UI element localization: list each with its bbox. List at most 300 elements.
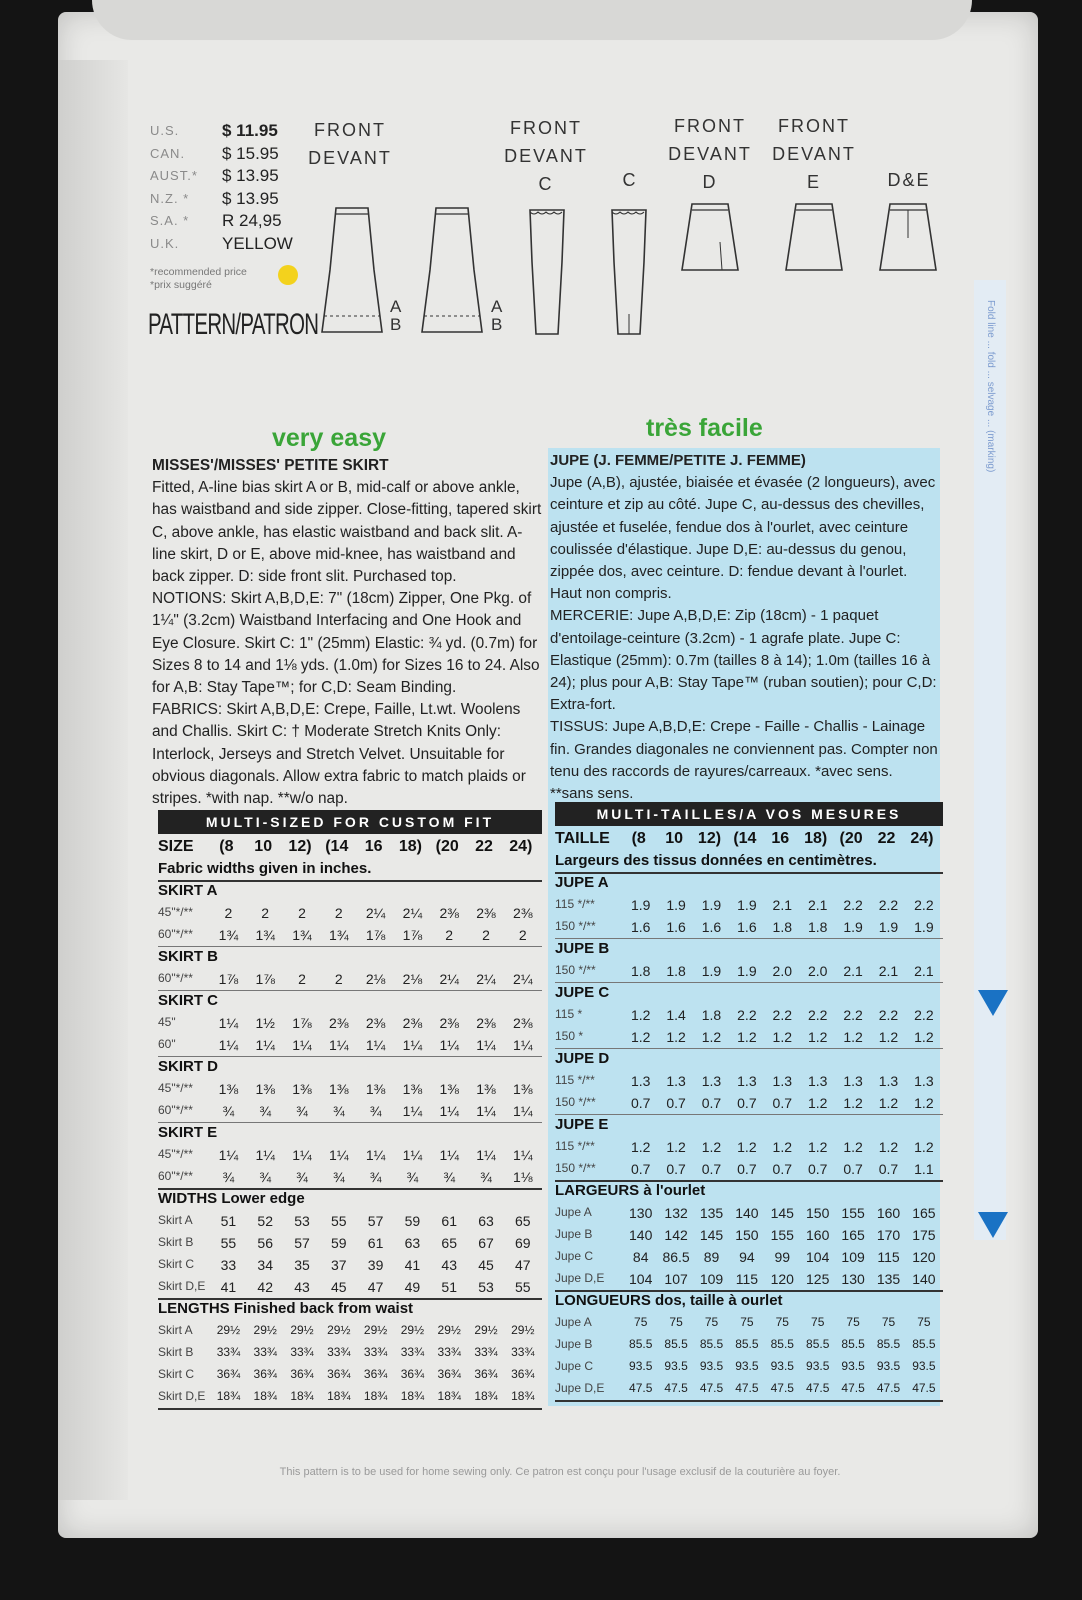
fr_table-table-cell: 1.2 — [630, 1029, 651, 1045]
recommended-price-fr: *prix suggéré — [150, 279, 212, 291]
en_table-table-cell: 35 — [294, 1257, 310, 1273]
en_table-table-cell: 33¾ — [216, 1345, 241, 1359]
description-title: JUPE (J. FEMME/PETITE J. FEMME) — [550, 452, 806, 469]
fr_table-table-cell: 175 — [912, 1227, 936, 1243]
fr_table-table-cell: 1.2 — [914, 1095, 934, 1111]
en_table-table-cell: 1¼ — [476, 1147, 496, 1163]
en_table-table-cell: 18¾ — [290, 1389, 314, 1403]
en_table-table-cell: 33¾ — [327, 1345, 351, 1359]
view-letter: B — [390, 315, 402, 334]
en_table-table-cell: 2¼ — [476, 971, 496, 987]
en_table-table-cell: 56 — [257, 1235, 273, 1251]
en_table-table-cell: 1⅜ — [292, 1081, 312, 1097]
en_table-table-cell: 1¼ — [513, 1147, 533, 1163]
en_table-table-cell: 36¾ — [290, 1367, 314, 1381]
fr_table-table-cell: 1.9 — [737, 897, 757, 913]
fr_table-table-cell: 47.5 — [841, 1381, 865, 1395]
fr_table-table-cell: 1.6 — [666, 919, 686, 935]
en_table-table-cell: 2⅜ — [439, 1015, 459, 1031]
fr_table-header-bar: MULTI-TAILLES/A VOS MESURES — [555, 802, 943, 826]
fr_table-table-cell: 1.2 — [666, 1139, 686, 1155]
en_table-table-cell: 1¾ — [329, 927, 349, 943]
fr_table-table-cell: 85.5 — [912, 1337, 936, 1351]
fr_table-table-cell: 1.8 — [666, 963, 686, 979]
fr_table-table-cell: 0.7 — [737, 1095, 757, 1111]
fr_table-table-cell: 2.2 — [843, 1007, 863, 1023]
fabrics-paragraph: FABRICS: Skirt A,B,D,E: Crepe, Faille, Lt.wt. Woolens and Challis. Skirt C: † Moderate Stretch Knits Only: Interlock, Jerseys and Stretch Velvet. Unsuitable for obvious diagonals. Allow extra fabric to match plaids or stripes. *with nap. **w/o nap. — [152, 701, 526, 808]
en_table-size-header: (8 — [219, 838, 234, 855]
fr_table-table-cell: 47.5 — [699, 1381, 724, 1395]
fr_table-table-cell: 2.1 — [807, 897, 828, 913]
en_table-table-cell: 2¼ — [402, 905, 423, 921]
en_table-table-cell: 2⅛ — [365, 971, 386, 987]
en_table-divider — [158, 1056, 542, 1057]
en_table-group-title: SKIRT E — [158, 1124, 218, 1141]
fr_table-table-cell: 1.2 — [843, 1139, 863, 1155]
fr_table-table-cell: 130 — [841, 1271, 865, 1287]
en_table-table-cell: 33¾ — [511, 1345, 535, 1359]
en_table-table-cell: 63 — [404, 1235, 421, 1251]
french-description — [550, 450, 940, 805]
en_table-row-label: 45"*/** — [158, 905, 193, 919]
fr_table-table-cell: 1.2 — [807, 1139, 828, 1155]
fr_table-table-cell: 135 — [876, 1271, 901, 1287]
pattern-label: PATTERN/PATRON — [148, 308, 319, 341]
footer-note: This pattern is to be used for home sewing only. Ce patron est conçu pour l'usage exclusif de la couturière au foyer. — [279, 1466, 841, 1478]
fr_table-table-cell: 1.2 — [878, 1095, 899, 1111]
fr_table-table-cell: 1.3 — [630, 1073, 651, 1089]
fr_table-table-cell: 1.2 — [914, 1029, 934, 1045]
en_table-table-cell: 2⅜ — [513, 1015, 533, 1031]
fr_table-table-cell: 1.9 — [701, 897, 722, 913]
view-label-line: D — [702, 172, 718, 192]
en_table-table-cell: 1¼ — [513, 1037, 533, 1053]
fr_table-table-cell: 115 — [877, 1249, 900, 1265]
description-paragraph: Fitted, A-line bias skirt A or B, mid-calf or above ankle, has waistband and side zipper. Close-fitting, tapered skirt C, above ankle, has elastic waistband and back slit. A-line skirt, D or E, above mid-knee, has waistband and back zipper. D: side front slit. Purchased top. — [152, 479, 542, 586]
en_table-table-cell: 36¾ — [437, 1367, 461, 1381]
en_table-row-label: 45" — [158, 1015, 176, 1029]
fr_table-row-label: Jupe B — [555, 1337, 593, 1351]
price-row — [150, 233, 310, 256]
fr_table-row-label: Jupe D,E — [555, 1271, 605, 1285]
en_table-divider — [158, 946, 542, 947]
fr_table-table-cell: 2.1 — [772, 897, 793, 913]
en_table-table-cell: 1⅞ — [255, 971, 275, 987]
fr_table-row-label: 115 */** — [555, 1139, 595, 1153]
en_table-table-cell: 1¼ — [292, 1147, 312, 1163]
fr_table-table-cell: 99 — [774, 1249, 791, 1265]
en_table-table-cell: 29½ — [400, 1323, 425, 1337]
en_table-table-cell: 1¼ — [218, 1015, 239, 1031]
en_table-table-cell: 1¼ — [513, 1103, 533, 1119]
en_table-size-header: 10 — [254, 838, 273, 855]
fr_table-table-cell: 1.2 — [807, 1029, 828, 1045]
fr_table-table-cell: 1.3 — [772, 1073, 793, 1089]
en_table-table-cell: 53 — [478, 1279, 494, 1295]
en_table-table-cell: 2¼ — [513, 971, 533, 987]
fr_table-table-cell: 140 — [912, 1271, 936, 1287]
description-title: MISSES'/MISSES' PETITE SKIRT — [152, 457, 389, 474]
en_table-table-cell: 59 — [404, 1213, 421, 1229]
en_table-table-cell: 57 — [367, 1213, 384, 1229]
fr_table-table-cell: 85.5 — [699, 1337, 724, 1351]
fr_table-lengths-title: LONGUEURS dos, taille à ourlet — [555, 1292, 783, 1309]
en_table-table-cell: 1¼ — [476, 1037, 496, 1053]
en_table-table-cell: 1¾ — [255, 927, 275, 943]
fr_table-table-cell: 1.2 — [737, 1029, 757, 1045]
en_table-table-cell: 33¾ — [253, 1345, 277, 1359]
en_table-table-cell: 33¾ — [474, 1345, 498, 1359]
en_table-table-cell: ¾ — [296, 1169, 308, 1185]
view-label-line: DEVANT — [772, 144, 856, 164]
en_table-table-cell: 1¾ — [218, 927, 239, 943]
en_table-table-cell: ¾ — [332, 1169, 345, 1185]
en_table-table-cell: 1⅛ — [513, 1169, 533, 1185]
fr_table-table-cell: 2.2 — [914, 897, 934, 913]
fr_table-table-cell: 93.5 — [841, 1359, 865, 1373]
en_table-table-cell: 18¾ — [363, 1389, 388, 1403]
en_table-size-header: 24) — [509, 838, 533, 855]
price-row — [150, 165, 310, 188]
price-value: YELLOW — [222, 233, 293, 253]
fr_table-table-cell: 1.2 — [701, 1139, 722, 1155]
price-code: U.K. — [150, 235, 180, 251]
en_table-table-cell: 33¾ — [363, 1345, 388, 1359]
en_table-table-cell: 1¼ — [255, 1147, 275, 1163]
view-label-line: FRONT — [314, 120, 386, 140]
fr_table-table-cell: 2.2 — [772, 1007, 793, 1023]
en_table-table-cell: 65 — [441, 1235, 457, 1251]
en_table-table-cell: 1⅜ — [402, 1081, 423, 1097]
en_table-table-cell: 1⅞ — [365, 927, 386, 943]
view-label-line: DEVANT — [504, 146, 588, 166]
en_table-group-title: SKIRT D — [158, 1058, 218, 1075]
fr_table-table-cell: 1.3 — [666, 1073, 686, 1089]
fr_table-table-cell: 75 — [669, 1315, 683, 1329]
view-label-back-c — [610, 166, 650, 194]
en_table-table-cell: 1⅜ — [218, 1081, 239, 1097]
fr_table-table-cell: 47.5 — [876, 1381, 901, 1395]
fr_table-table-cell: 93.5 — [770, 1359, 794, 1373]
fabrics-paragraph: TISSUS: Jupe A,B,D,E: Crepe - Faille - Challis - Lainage fin. Grandes diagonales ne conviennent pas. Compter non tenu des raccords de rayures/carreaux. *avec sens. **sans sens. — [550, 718, 938, 803]
fr_table-table-cell: 145 — [770, 1205, 794, 1221]
en_table-table-cell: 1¼ — [365, 1037, 386, 1053]
en_table-table-cell: 1¼ — [292, 1037, 312, 1053]
view-label-front-ab — [308, 116, 392, 172]
fr_table-table-cell: 93.5 — [699, 1359, 724, 1373]
en_table-table-cell: ¾ — [369, 1169, 382, 1185]
fr_table-table-cell: 132 — [664, 1205, 688, 1221]
en_table-table-cell: 36¾ — [511, 1367, 535, 1381]
en_table-table-cell: 41 — [220, 1279, 237, 1295]
fr_table-table-cell: 135 — [699, 1205, 724, 1221]
fr_table-table-cell: 2.0 — [807, 963, 828, 979]
fr_table-divider — [555, 982, 943, 983]
en_table-table-cell: 2 — [334, 971, 343, 987]
price-row — [150, 120, 310, 143]
fr_table-table-cell: 0.7 — [737, 1161, 757, 1177]
fr_table-table-cell: 2.1 — [914, 963, 934, 979]
fr_table-table-cell: 0.7 — [630, 1161, 651, 1177]
fr_table-table-cell: 47.5 — [770, 1381, 794, 1395]
en_table-table-cell: ¾ — [480, 1169, 492, 1185]
fr_table-divider — [555, 938, 943, 939]
price-code: AUST.* — [150, 168, 198, 183]
view-label-line: FRONT — [674, 116, 746, 136]
en_table-table-cell: 1¼ — [365, 1147, 386, 1163]
fr_table-table-cell: 120 — [912, 1249, 936, 1265]
fr_table-table-cell: 1.2 — [630, 1139, 651, 1155]
en_table-table-cell: 2⅜ — [513, 905, 533, 921]
en_table-table-cell: 29½ — [327, 1323, 351, 1337]
fr_table-table-cell: 2.2 — [737, 1007, 757, 1023]
fr_table-table-cell: 85.5 — [806, 1337, 830, 1351]
fr_table-table-cell: 1.2 — [701, 1029, 722, 1045]
fr_table-row-label: 150 */** — [555, 919, 596, 933]
fr_table-row-label: Jupe A — [555, 1205, 592, 1219]
en_table-table-cell: 36¾ — [216, 1367, 241, 1381]
fr_table-size-header: (8 — [631, 830, 646, 847]
en_table-table-cell: ¾ — [369, 1103, 382, 1119]
en_table-table-cell: 18¾ — [253, 1389, 277, 1403]
en_table-table-cell: 2 — [224, 905, 233, 921]
en_table-table-cell: 52 — [257, 1213, 273, 1229]
en_table-table-cell: 51 — [441, 1279, 457, 1295]
en_table-table-cell: 59 — [331, 1235, 347, 1251]
view-label-line: DEVANT — [308, 148, 392, 168]
en_table-table-cell: 18¾ — [474, 1389, 498, 1403]
fr_table-table-cell: 150 — [806, 1205, 830, 1221]
en_table-table-cell: 1¼ — [329, 1037, 349, 1053]
en_table-table-cell: ¾ — [443, 1169, 456, 1185]
fr_table-table-cell: 75 — [881, 1315, 896, 1329]
view-label-back-de — [878, 166, 940, 194]
fr_table-table-cell: 109 — [841, 1249, 865, 1265]
fr_table-units-note: Largeurs des tissus données en centimètres. — [555, 852, 877, 869]
fr_table-row-label: Jupe D,E — [555, 1381, 605, 1395]
price-code: N.Z. * — [150, 190, 190, 206]
en_table-table-cell: 29½ — [474, 1323, 498, 1337]
fr_table-size-header: 16 — [771, 830, 790, 847]
en_table-table-cell: 53 — [294, 1213, 310, 1229]
en_table-table-cell: 61 — [367, 1235, 384, 1251]
en_table-table-cell: 1¼ — [218, 1037, 239, 1053]
price-value: R 24,95 — [222, 211, 282, 230]
fr_table-table-cell: 1.4 — [666, 1007, 686, 1023]
fr_table-table-cell: 165 — [841, 1227, 865, 1243]
fr_table-table-cell: 75 — [775, 1315, 789, 1329]
fr_table-divider — [555, 1048, 943, 1049]
fr_table-row-label: Jupe A — [555, 1315, 592, 1329]
fr_table-table-cell: 142 — [664, 1227, 688, 1243]
en_table-table-cell: 1¼ — [402, 1147, 423, 1163]
fr_table-divider — [555, 1400, 943, 1402]
en_table-table-cell: 29½ — [363, 1323, 388, 1337]
recommended-price-en: *recommended price — [150, 266, 247, 278]
en_table-row-label: Skirt C — [158, 1257, 194, 1271]
notions-paragraph: NOTIONS: Skirt A,B,D,E: 7" (18cm) Zipper, One Pkg. of 1¼" (3.2cm) Waistband Interfacing and One Hook and Eye Closure. Skirt C: 1" (25mm) Elastic: ¾ yd. (0.7m) for Sizes 8 to 14 and 1⅛ yds. (1.0m) for Sizes 16 to 24. Also for A,B: Stay Tape™; for C,D: Seam Binding. — [152, 590, 540, 697]
en_table-table-cell: 1⅜ — [439, 1081, 459, 1097]
en_table-table-cell: 55 — [220, 1235, 237, 1251]
fr_table-table-cell: 93.5 — [629, 1359, 653, 1373]
very-easy-heading: very easy — [272, 424, 387, 452]
en_table-table-cell: ¾ — [406, 1169, 419, 1185]
en_table-table-cell: 43 — [441, 1257, 457, 1273]
en_table-table-cell: 18¾ — [437, 1389, 461, 1403]
fr_table-divider — [555, 872, 943, 874]
fr_table-table-cell: 1.9 — [878, 919, 899, 935]
en_table-table-cell: ¾ — [259, 1169, 272, 1185]
en_table-table-cell: 1⅜ — [329, 1081, 349, 1097]
fr_table-table-cell: 89 — [703, 1249, 720, 1265]
en_table-group-title: SKIRT B — [158, 948, 218, 965]
fr_table-divider — [555, 1114, 943, 1115]
view-letter: A — [491, 297, 503, 316]
fr_table-table-cell: 140 — [735, 1205, 759, 1221]
price-code: U.S. — [150, 123, 180, 138]
en_table-table-cell: 36¾ — [253, 1367, 277, 1381]
skirt-ab-front-illustration — [318, 200, 388, 340]
en_table-table-cell: 34 — [257, 1257, 273, 1273]
fr_table-table-cell: 0.7 — [701, 1095, 722, 1111]
skirt-de-back-illustration — [874, 198, 944, 278]
fr_table-table-cell: 1.8 — [807, 919, 828, 935]
fr_table-widths-title: LARGEURS à l'ourlet — [555, 1182, 706, 1199]
fr_table-row-label: 150 */** — [555, 963, 596, 977]
en_table-table-cell: 18¾ — [511, 1389, 535, 1403]
price-value: $ 15.95 — [222, 143, 279, 163]
tres-facile-heading: très facile — [646, 414, 763, 442]
en_table-table-cell: 2 — [518, 927, 527, 943]
fr_table-table-cell: 94 — [739, 1249, 755, 1265]
fr_table-row-label: Jupe C — [555, 1359, 594, 1373]
fr_table-table-cell: 155 — [841, 1205, 865, 1221]
view-label-line: FRONT — [510, 118, 582, 138]
fr_table-table-cell: 0.7 — [843, 1161, 863, 1177]
fr_table-table-cell: 1.9 — [666, 897, 686, 913]
en_table-table-cell: 65 — [515, 1213, 531, 1229]
fr_table-table-cell: 85.5 — [735, 1337, 759, 1351]
fr_table-table-cell: 2.0 — [772, 963, 793, 979]
en_table-table-cell: ¾ — [296, 1103, 308, 1119]
en_table-table-cell: 1¼ — [329, 1147, 349, 1163]
skirt-c-front-illustration — [524, 202, 570, 342]
fold-line-text: Fold line ... fold ... selvage ... (marking) — [985, 300, 996, 473]
en_table-table-cell: 18¾ — [327, 1389, 351, 1403]
en_table-size-label: SIZE — [158, 838, 194, 855]
en_table-table-cell: 1¼ — [218, 1147, 239, 1163]
fr_table-table-cell: 2.2 — [878, 897, 899, 913]
fr_table-table-cell: 84 — [632, 1249, 649, 1265]
fr_table-table-cell: 1.2 — [843, 1029, 863, 1045]
en_table-group-title: SKIRT C — [158, 992, 218, 1009]
en_table-table-cell: 29½ — [290, 1323, 314, 1337]
en_table-table-cell: 1¼ — [439, 1147, 459, 1163]
en_table-table-cell: 37 — [331, 1257, 347, 1273]
fr_table-table-cell: 75 — [634, 1315, 648, 1329]
en_table-row-label: 60"*/** — [158, 1169, 193, 1183]
view-label-line: E — [806, 172, 821, 192]
en_table-table-cell: 2 — [334, 905, 343, 921]
fr_table-table-cell: 75 — [811, 1315, 825, 1329]
en_table-size-header: (20 — [435, 838, 459, 855]
fr_table-row-label: 150 */** — [555, 1161, 596, 1175]
fr_table-table-cell: 1.6 — [701, 919, 722, 935]
view-label-line: C — [622, 170, 638, 190]
fr_table-table-cell: 1.2 — [737, 1139, 757, 1155]
recommended-price-note — [150, 266, 247, 292]
en_table-table-cell: 1⅜ — [476, 1081, 496, 1097]
en_table-table-cell: 47 — [367, 1279, 384, 1295]
view-letter: A — [390, 297, 402, 316]
en_table-row-label: 60" — [158, 1037, 176, 1051]
view-ab-letters — [390, 298, 401, 334]
fr_table-table-cell: 86.5 — [662, 1249, 690, 1265]
en_table-table-cell: 33¾ — [290, 1345, 314, 1359]
en_table-table-cell: 29½ — [437, 1323, 461, 1337]
en_table-table-cell: 1⅜ — [365, 1081, 386, 1097]
fr_table-table-cell: 2.1 — [878, 963, 899, 979]
en_table-table-cell: 1¼ — [439, 1037, 459, 1053]
fr_table-table-cell: 0.7 — [666, 1161, 686, 1177]
fr_table-table-cell: 104 — [806, 1249, 830, 1265]
price-row — [150, 188, 310, 211]
en_table-size-header: (14 — [325, 838, 349, 855]
fr_table-size-header: (20 — [839, 830, 863, 847]
fr_table-table-cell: 0.7 — [666, 1095, 686, 1111]
skirt-ab-back-illustration — [418, 200, 488, 340]
fr_table-table-cell: 1.9 — [737, 963, 757, 979]
en_table-header-bar: MULTI-SIZED FOR CUSTOM FIT — [158, 810, 542, 834]
fr_table-table-cell: 75 — [704, 1315, 719, 1329]
fr_table-table-cell: 2.2 — [914, 1007, 934, 1023]
en_table-table-cell: 2⅜ — [365, 1015, 386, 1031]
price-row — [150, 143, 310, 166]
en_table-table-cell: 29½ — [253, 1323, 277, 1337]
en_table-table-cell: 41 — [404, 1257, 421, 1273]
fr_table-size-header: 12) — [697, 830, 722, 847]
fr_table-table-cell: 0.7 — [701, 1161, 722, 1177]
fr_table-table-cell: 1.2 — [843, 1095, 863, 1111]
fr_table-table-cell: 1.3 — [878, 1073, 899, 1089]
en_table-table-cell: 2 — [298, 905, 306, 921]
fr_table-table-cell: 0.7 — [772, 1161, 793, 1177]
view-label-front-e — [772, 112, 856, 196]
price-list — [150, 120, 310, 255]
fr_table-table-cell: 85.5 — [876, 1337, 901, 1351]
fr_table-table-cell: 130 — [629, 1205, 653, 1221]
price-code: CAN. — [150, 145, 186, 161]
en_table-table-cell: 61 — [441, 1213, 457, 1229]
en_table-table-cell: 55 — [331, 1213, 347, 1229]
fr_table-row-label: 115 */** — [555, 1073, 595, 1087]
en_table-table-cell: 57 — [294, 1235, 310, 1251]
fr_table-table-cell: 1.9 — [630, 897, 651, 913]
view-label-line: D&E — [887, 170, 931, 190]
fr_table-row-label: 115 */** — [555, 897, 595, 911]
en_table-table-cell: 36¾ — [474, 1367, 498, 1381]
fr_table-table-cell: 47.5 — [912, 1381, 936, 1395]
fr_table-table-cell: 1.2 — [630, 1007, 651, 1023]
fr_table-group-title: JUPE B — [555, 940, 610, 957]
en_table-row-label: Skirt A — [158, 1213, 193, 1227]
en_table-table-cell: 1½ — [255, 1015, 275, 1031]
en_table-table-cell: 1⅞ — [292, 1015, 312, 1031]
en_table-table-cell: 47 — [515, 1257, 531, 1273]
en_table-divider — [158, 990, 542, 991]
description-paragraph: Jupe (A,B), ajustée, biaisée et évasée (2 longueurs), avec ceinture et zip au côté. Jupe C, au-dessus des chevilles, ajustée et fuselée, fendue dos à l'ourlet, avec ceinture coulissée d'élastique. Jupe D,E: au-dessus du genou, zippée dos, avec ceinture. D: fendue devant à l'ourlet. Haut non compris. — [550, 474, 936, 603]
fr_table-table-cell: 85.5 — [629, 1337, 653, 1351]
